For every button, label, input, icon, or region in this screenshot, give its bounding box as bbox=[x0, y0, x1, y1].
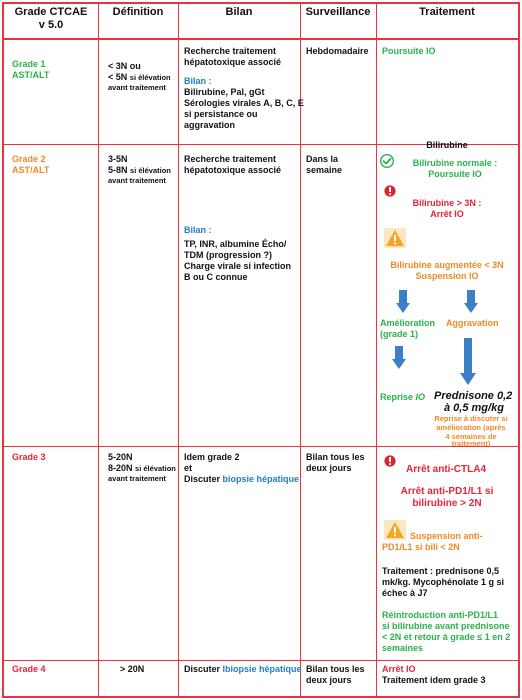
arret-pd1-1: Arrêt anti-PD1/L1 si bbox=[400, 486, 494, 497]
reintroduction-4: semaines bbox=[382, 643, 424, 653]
grade1-traitement: Poursuite IO bbox=[382, 46, 436, 56]
bilirubine-title: Bilirubine bbox=[426, 140, 468, 150]
exclamation-icon bbox=[384, 454, 396, 468]
column-divider bbox=[98, 4, 99, 696]
grade3-trt-2: mk/kg. Mycophénolate 1 g si bbox=[382, 577, 505, 587]
grade3-bilan-1: Idem grade 2 bbox=[184, 452, 240, 462]
bilirubine-sup3n-1: Bilirubine > 3N : bbox=[412, 198, 482, 208]
arrow-down-icon bbox=[464, 290, 478, 314]
grade3-trt-3: échec à J7 bbox=[382, 588, 428, 598]
aggravation: Aggravation bbox=[446, 318, 499, 328]
grade2-bilan-1: Recherche traitement bbox=[184, 154, 277, 164]
grade1-def-1: < 3N ou bbox=[108, 61, 141, 71]
grade1-bilan-1: Recherche traitement bbox=[184, 46, 277, 56]
grade1-label: Grade 1 bbox=[12, 59, 46, 69]
grade1-bilan-3: Bilirubine, Pal, gGt bbox=[184, 87, 265, 97]
grade1-bilan-2: hépatotoxique associé bbox=[184, 57, 282, 67]
grade3-bilan-2: et bbox=[184, 463, 193, 473]
warning-triangle-icon bbox=[384, 520, 406, 540]
warning-triangle-icon bbox=[384, 228, 406, 248]
grade1-def-2: < 5N si élévation bbox=[108, 72, 171, 82]
grade1-bilan-4: Sérologies virales A, B, C, E bbox=[184, 98, 304, 108]
arrow-down-icon bbox=[392, 346, 406, 370]
grade1-bilan-6: aggravation bbox=[184, 120, 236, 130]
grade1-bilan-label: Bilan : bbox=[184, 76, 212, 86]
grade4-label: Grade 4 bbox=[12, 664, 46, 674]
grade2-label: Grade 2 bbox=[12, 154, 46, 164]
arret-pd1-2: bilirubine > 2N bbox=[412, 498, 482, 509]
grade3-label: Grade 3 bbox=[12, 452, 46, 462]
grade4-def: > 20N bbox=[120, 664, 145, 674]
reprise-note-2: amélioration (après bbox=[436, 423, 506, 432]
grade2-bilan-4: TDM (progression ?) bbox=[184, 250, 272, 260]
header-bilan: Bilan bbox=[225, 6, 253, 18]
grade1-def-3: avant traitement bbox=[108, 83, 166, 92]
grade3-trt-1: Traitement : prednisone 0,5 bbox=[382, 566, 500, 576]
bilirubine-augmentee-1: Bilirubine augmentée < 3N bbox=[390, 260, 504, 270]
grade2-surveillance-2: semaine bbox=[306, 165, 343, 175]
grade4-surveillance-1: Bilan tous les bbox=[306, 664, 365, 674]
header-traitement: Traitement bbox=[419, 6, 475, 18]
prednisone-2: à 0,5 mg/kg bbox=[444, 402, 504, 414]
reintroduction-1: Réintroduction anti-PD1/L1 bbox=[382, 610, 499, 620]
grade2-bilan-3: TP, INR, albumine Écho/ bbox=[184, 239, 287, 249]
suspension-1: Suspension anti- bbox=[410, 531, 483, 541]
row-divider bbox=[4, 660, 518, 661]
grade1-bilan-5: si persistance ou bbox=[184, 109, 258, 119]
grade1-sublabel: AST/ALT bbox=[12, 70, 50, 80]
grade2-bilan-2: hépatotoxique associé bbox=[184, 165, 282, 175]
column-divider bbox=[178, 4, 179, 696]
grade2-def-2: 5-8N si élévation bbox=[108, 165, 171, 175]
exclamation-icon bbox=[384, 184, 396, 198]
grade3-surveillance-2: deux jours bbox=[306, 463, 352, 473]
bilirubine-sup3n-2: Arrêt IO bbox=[430, 209, 464, 219]
bilirubine-normale-1: Bilirubine normale : bbox=[412, 158, 498, 168]
row-divider bbox=[4, 38, 518, 40]
header-definition: Définition bbox=[112, 6, 164, 18]
grade2-sublabel: AST/ALT bbox=[12, 165, 50, 175]
grade4-traitement: Traitement idem grade 3 bbox=[382, 675, 486, 685]
grade2-def-1: 3-5N bbox=[108, 154, 128, 164]
grade2-bilan-6: B ou C connue bbox=[184, 272, 248, 282]
grade4-surveillance-2: deux jours bbox=[306, 675, 352, 685]
prednisone-1: Prednisone 0,2 bbox=[434, 390, 513, 402]
grade3-def-1: 5-20N bbox=[108, 452, 133, 462]
grade2-bilan-5: Charge virale si infection bbox=[184, 261, 292, 271]
grade4-arret-io: Arrêt IO bbox=[382, 664, 416, 674]
grade3-surveillance-1: Bilan tous les bbox=[306, 452, 365, 462]
grade2-surveillance-1: Dans la bbox=[306, 154, 339, 164]
grade4-bilan: Discuter lbiopsie hépatique bbox=[184, 664, 302, 674]
grade3-def-3: avant traitement bbox=[108, 474, 166, 483]
reprise-note-4: traitement) bbox=[451, 439, 491, 448]
reintroduction-3: < 2N et retour à grade ≤ 1 en 2 bbox=[382, 632, 511, 642]
header-surveillance: Surveillance bbox=[305, 6, 371, 18]
reprise-note-1: Reprise à discuter si bbox=[434, 414, 508, 423]
grade1-surveillance: Hebdomadaire bbox=[306, 46, 369, 56]
reprise-note-3: 4 semaines de bbox=[445, 432, 497, 441]
reintroduction-2: si bilirubine avant prednisone bbox=[382, 621, 510, 631]
reprise-io: Reprise IO bbox=[380, 392, 426, 402]
grade2-def-3: avant traitement bbox=[108, 176, 166, 185]
arret-ctla4: Arrêt anti-CTLA4 bbox=[406, 464, 487, 475]
ctcae-hepatitis-table bbox=[2, 2, 520, 698]
arrow-down-icon bbox=[396, 290, 410, 314]
grade3-def-2: 8-20N si élévation bbox=[108, 463, 176, 473]
bilirubine-augmentee-2: Suspension IO bbox=[415, 271, 479, 281]
amelioration-1: Amélioration bbox=[380, 318, 436, 328]
column-divider bbox=[376, 4, 377, 696]
header-grade: Grade CTCAE v 5.0 bbox=[14, 6, 88, 31]
suspension-2: PD1/L1 si bili < 2N bbox=[382, 542, 460, 552]
bilirubine-normale-2: Poursuite IO bbox=[428, 169, 482, 179]
grade3-bilan-3: Discuter biopsie hépatique bbox=[184, 474, 300, 484]
amelioration-2: (grade 1) bbox=[380, 329, 419, 339]
arrow-down-icon bbox=[460, 338, 476, 386]
grade2-bilan-label: Bilan : bbox=[184, 225, 212, 235]
